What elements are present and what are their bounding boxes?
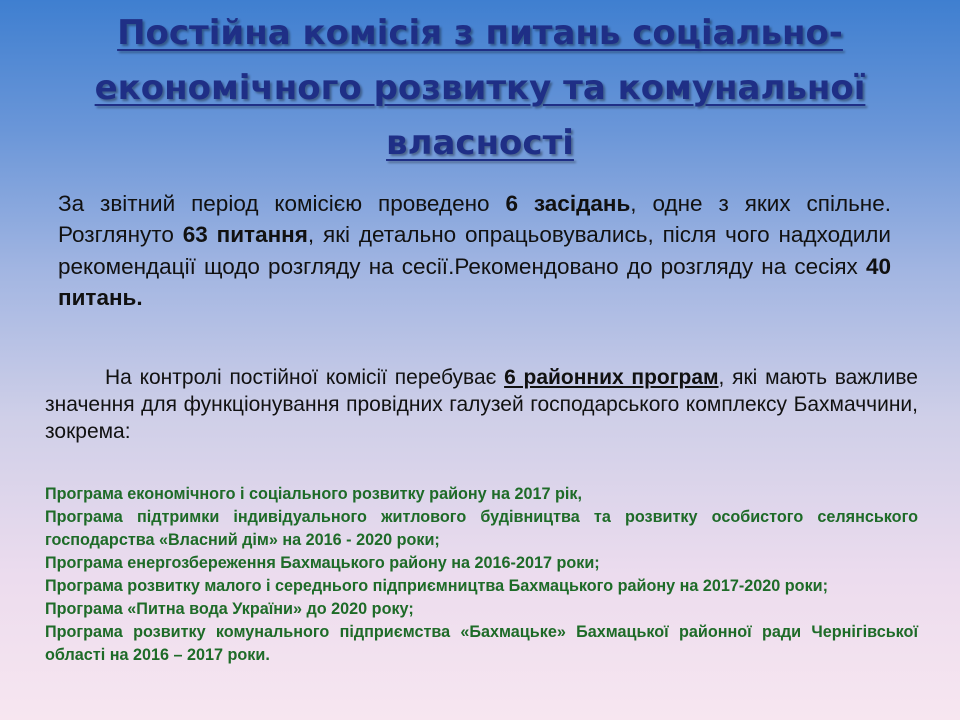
- program-item: Програма «Питна вода України» до 2020 року;: [45, 600, 414, 618]
- program-item: Програма економічного і соціального розвитку району на 2017 рік,: [45, 485, 582, 503]
- recommended-count: 40 питань.: [58, 253, 891, 310]
- report-summary: [58, 188, 891, 313]
- control-text-1: На контролі постійної комісії перебуває: [105, 366, 505, 389]
- questions-count: 63 питання: [182, 222, 308, 248]
- program-item: Програма підтримки індивідуального житлового будівництва та розвитку особистого селянського господарства «Власний дім» на 2016 - 2020 роки;: [45, 508, 918, 549]
- control-paragraph: [45, 364, 918, 445]
- programs-count: 6 районних програм: [504, 366, 719, 389]
- program-item: Програма розвитку малого і середнього підприємництва Бахмацького району на 2017-2020 роки;: [45, 577, 829, 595]
- summary-text-2: , одне з яких спільне. Розглянуто: [58, 191, 892, 248]
- summary-text-1: За звітний період комісією проведено: [58, 191, 506, 216]
- program-item: Програма енергозбереження Бахмацького району на 2016-2017 роки;: [45, 554, 600, 572]
- meetings-count: 6 засідань: [505, 191, 631, 216]
- summary-text-3: , які детально опрацьовувались, після чого надходили рекомендації щодо розгляду на сесії.Рекомендовано до розгляду на сесіях: [58, 222, 891, 279]
- control-text-2: , які мають важливе значення для функціонування провідних галузей господарського комплексу Бахмаччини, зокрема:: [45, 366, 918, 443]
- programs-list: [45, 483, 918, 667]
- program-item: Програма розвитку комунального підприємства «Бахмацьке» Бахмацької районної ради Чернігівської області на 2016 – 2017 роки.: [45, 623, 918, 664]
- page-title: Постійна комісія з питань соціально-економічного розвитку та комунальної власності: [94, 13, 866, 163]
